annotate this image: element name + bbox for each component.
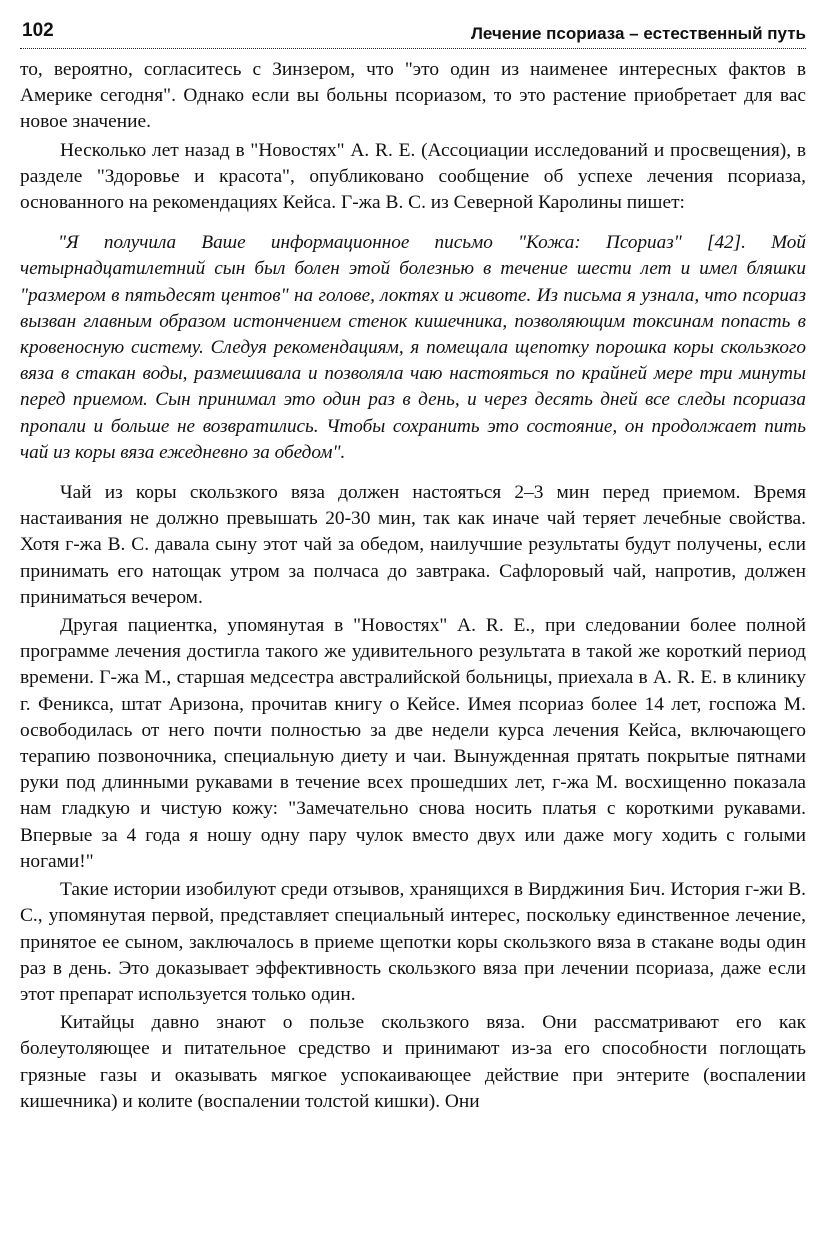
paragraph-are-news: Несколько лет назад в "Новостях" А. R. Е. (Ассоциации исследований и просвещения), в разделе "Здоровье и красота", опубликовано сообщение об успехе лечения псориаза, основанного на рекомендациях Кейса. Г-жа В. С. из Северной Каролины пишет: (20, 139, 806, 214)
paragraph-continuation: то, вероятно, согласитесь с Зинзером, что "это один из наименее интересных фактов в Америке сегодня". Однако если вы больны псориазом, то это растение приобретает для вас новое значение. (20, 59, 806, 133)
page-header (20, 14, 806, 49)
page-number: 102 (22, 20, 54, 41)
paragraph-testimonials: Такие истории изобилуют среди отзывов, хранящихся в Вирджиния Бич. История г-жи В. С., упомянутая первой, представляет специальный интерес, поскольку единственное лечение, принятое ее сыном, заключалось в приеме щепотки коры скользкого вяза в стакане воды один раз в день. Это доказывает эффективность скользкого вяза при лечении псориаза, даже если этот препарат используется только один. (20, 879, 806, 1005)
running-title: Лечение псориаза – естественный путь (470, 24, 806, 43)
page-body (20, 57, 806, 1115)
paragraph-chinese: Китайцы давно знают о пользе скользкого вяза. Они рассматривают его как болеутоляющее и питательное средство и принимают из-за его способности поглощать грязные газы и оказывать мягкое успокаивающее действие при энтерите (воспалении кишечника) и колите (воспалении толстой кишки). Они (20, 1012, 806, 1112)
book-page (20, 14, 806, 1239)
letter-quote: "Я получила Ваше информационное письмо "Кожа: Псориаз" [42]. Мой четырнадцатилетний сын был болен этой болезнью в течение шести лет и имел бляшки "размером в пятьдесят центов" на голове, локтях и животе. Из письма я узнала, что псориаз вызван главным образом истончением стенок кишечника, позволяющим токсинам попасть в кровеносную систему. Следуя рекомендациям, я помещала щепотку порошка коры скользкого вяза в стакан воды, размешивала и позволяла чаю настояться по крайней мере три минуты перед приемом. Сын принимал это один раз в день, и через десять дней все следы псориаза пропали и больше не возвратились. Чтобы сохранить это состояние, он продолжает пить чай из коры вяза ежедневно за обедом". (20, 232, 806, 463)
paragraph-elm-tea: Чай из коры скользкого вяза должен настояться 2–3 мин перед приемом. Время настаивания не должно превышать 20-30 мин, так как иначе чай теряет лечебные свойства. Хотя г-жа В. С. давала сыну этот чай за обедом, наилучшие результаты будут получены, если принимать его натощак утром за полчаса до завтрака. Сафлоровый чай, напротив, должен приниматься вечером. (20, 482, 806, 608)
paragraph-patient-m: Другая пациентка, упомянутая в "Новостях" А. R. Е., при следовании более полной программе лечения достигла такого же удивительного результата в такой же короткий период времени. Г-жа М., старшая медсестра австралийской больницы, приехала в А. R. Е. в клинику г. Феникса, штат Аризона, прочитав книгу о Кейсе. Имея псориаз более 14 лет, госпожа М. освободилась от него почти полностью за две недели курса лечения Кейса, включающего терапию позвоночника, специальную диету и чаи. Вынужденная прятать покрытые пятнами руки под длинными рукавами в течение всех прошедших лет, г-жа М. восхищенно показала нам гладкую и чистую кожу: "Замечательно снова носить платья с короткими рукавами. Впервые за 4 года я ношу одну пару чулок вместо двух или даже могу ходить с голыми ногами!" (20, 615, 806, 872)
